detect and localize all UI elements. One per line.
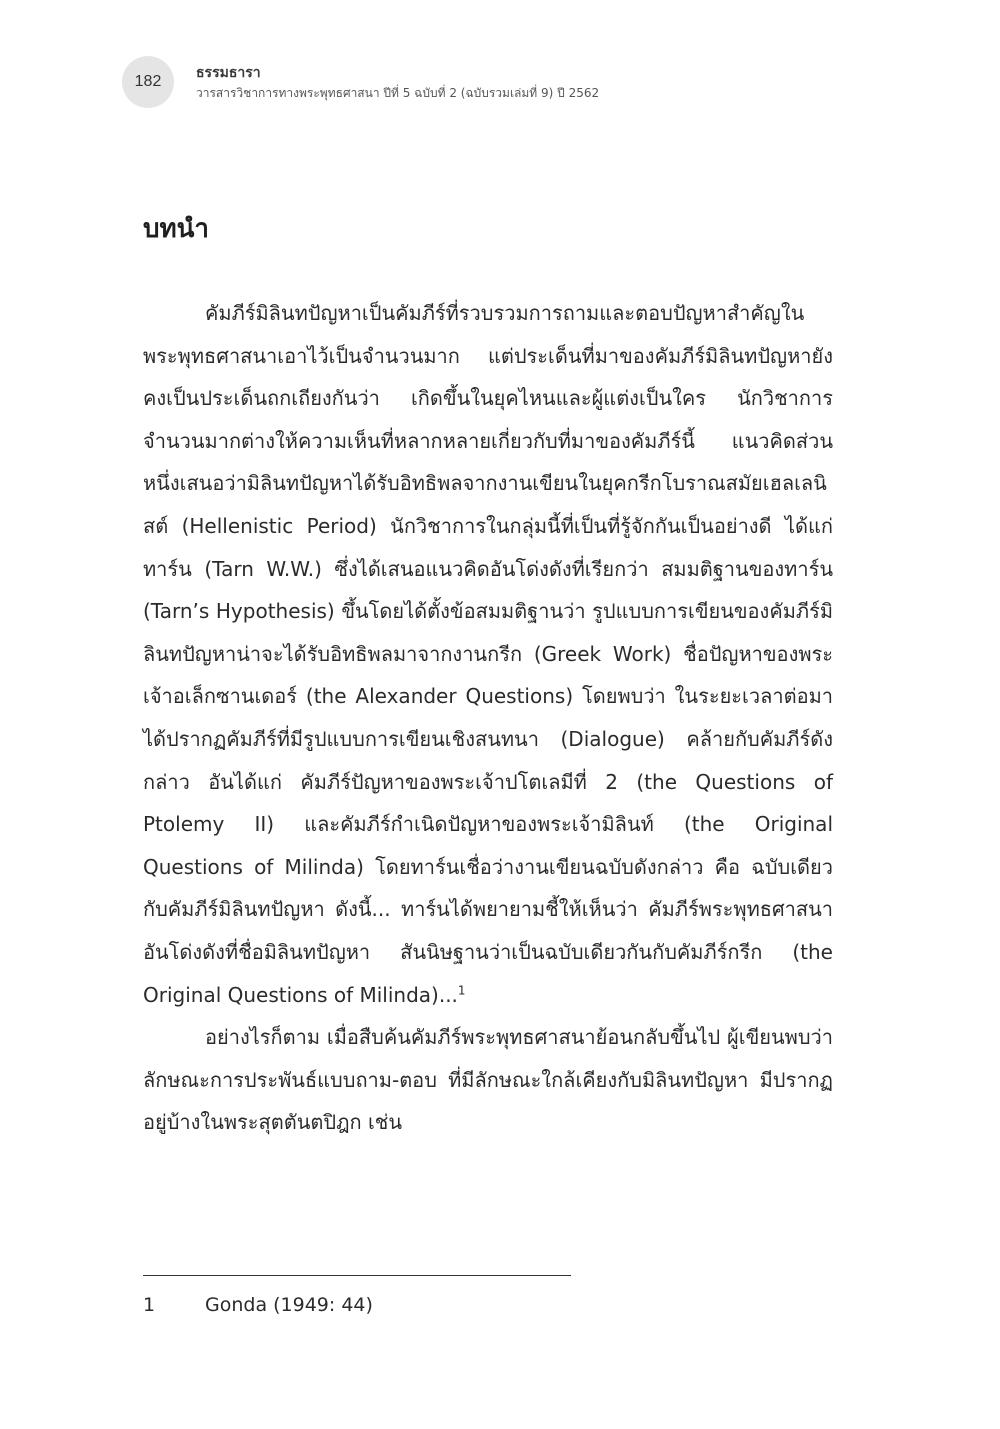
page-number [122, 56, 174, 108]
section-heading: บทนำ [143, 214, 210, 244]
paragraph-2-text: อย่างไรก็ตาม เมื่อสืบค้นคัมภีร์พระพุทธศาสนาย้อนกลับขึ้นไป ผู้เขียนพบว่า ลักษณะการประพันธ์แบบถาม-ตอบ ที่มีลักษณะใกล้เคียงกับมิลินทปัญหา มีปรากฏอยู่บ้างในพระสุตตันตปิฎก เช่น [143, 1025, 833, 1135]
footnote-1 [143, 1294, 373, 1316]
footnote-text: Gonda (1949: 44) [205, 1294, 373, 1316]
footnote-reference[interactable]: 1 [457, 982, 466, 997]
journal-subtitle: วารสารวิชาการทางพระพุทธศาสนา ปีที่ 5 ฉบับที่ 2 (ฉบับรวมเล่มที่ 9) ปี 2562 [196, 86, 600, 100]
page-number-text: 182 [134, 73, 162, 90]
footnote-number: 1 [143, 1294, 156, 1316]
paragraph-1-text: คัมภีร์มิลินทปัญหาเป็นคัมภีร์ที่รวบรวมการถามและตอบปัญหาสำคัญในพระพุทธศาสนาเอาไว้เป็นจำนวนมาก แต่ประเด็นที่มาของคัมภีร์มิลินทปัญหายังคงเป็นประเด็นถกเถียงกันว่า เกิดขึ้นในยุคไหนและผู้แต่งเป็นใคร นักวิชาการจำนวนมากต่างให้ความเห็นที่หลากหลายเกี่ยวกับที่มาของคัมภีร์นี้ แนวคิดส่วนหนึ่งเสนอว่ามิลินทปัญหาได้รับอิทธิพลจากงานเขียนในยุคกรีกโบราณสมัยเฮลเลนิสต์ (Hellenistic Period) นักวิชาการในกลุ่มนี้ที่เป็นที่รู้จักกันเป็นอย่างดี ได้แก่ ทาร์น (Tarn W.W.) ซึ่งได้เสนอแนวคิดอันโด่งดังที่เรียกว่า สมมติฐานของทาร์น (Tarn’s Hypothesis) ขึ้นโดยได้ตั้งข้อสมมติฐานว่า รูปแบบการเขียนของคัมภีร์มิลินทปัญหาน่าจะได้รับอิทธิพลมาจากงานกรีก (Greek Work) ชื่อปัญหาของพระเจ้าอเล็กซานเดอร์ (the Alexander Questions) โดยพบว่า ในระยะเวลาต่อมาได้ปรากฏคัมภีร์ที่มีรูปแบบการเขียนเชิงสนทนา (Dialogue) คล้ายกับคัมภีร์ดังกล่าว อันได้แก่ คัมภีร์ปัญหาของพระเจ้าปโตเลมีที่ 2 (the Questions of Ptolemy II) และคัมภีร์กำเนิดปัญหาของพระเจ้ามิลินท์ (the Original Questions of Milinda) โดยทาร์นเชื่อว่างานเขียนฉบับดังกล่าว คือ ฉบับเดียวกับคัมภีร์มิลินทปัญหา ดังนี้... ทาร์นได้พยายามชี้ให้เห็นว่า คัมภีร์พระพุทธศาสนาอันโด่งดังที่ชื่อมิลินทปัญหา สันนิษฐานว่าเป็นฉบับเดียวกันกับคัมภีร์กรีก (the Original Questions of Milinda)... [143, 301, 833, 1007]
paragraph-2 [143, 1016, 833, 1144]
footnote-divider [143, 1275, 571, 1276]
paragraph-1 [143, 292, 833, 1016]
journal-title: ธรรมธารา [196, 65, 261, 81]
body-text [143, 292, 833, 1144]
